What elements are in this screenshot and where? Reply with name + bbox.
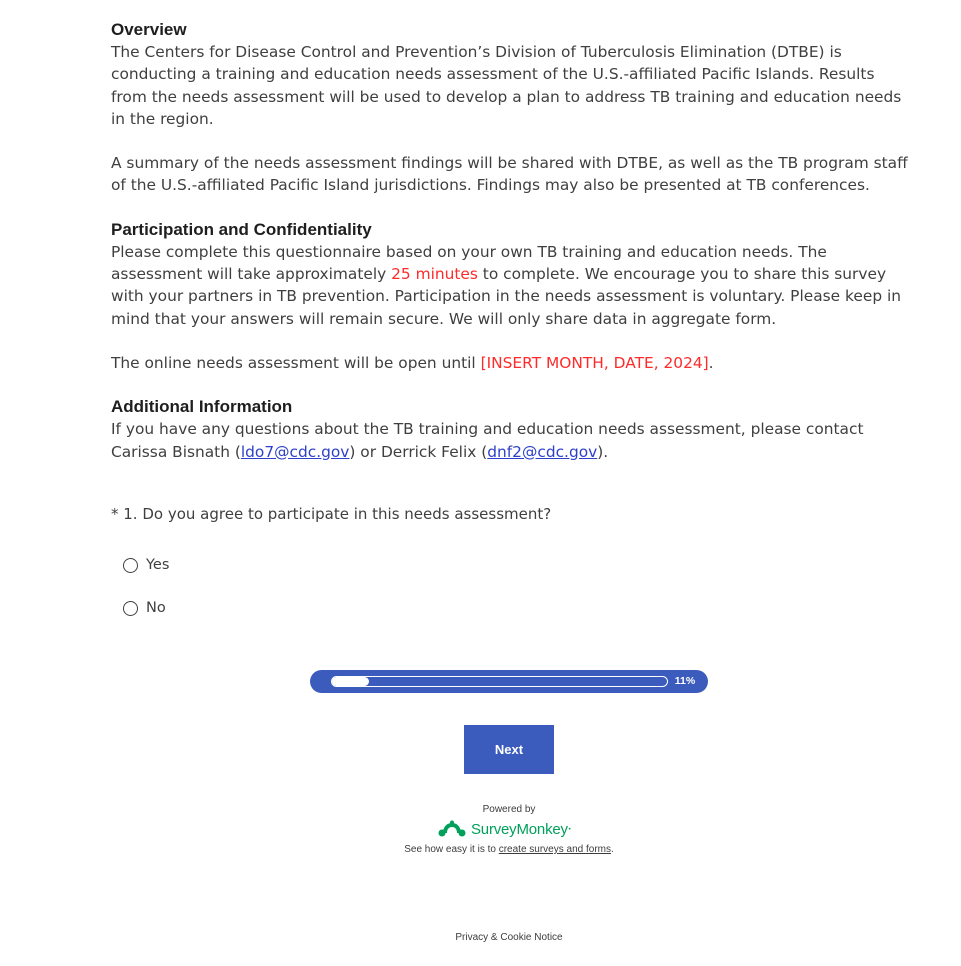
overview-paragraph-2: A summary of the needs assessment findings will be shared with DTBE, as well as the TB program staff of the U.S.-affiliated Pacific Island jurisdictions. Findings may also be presented at TB conferences. (111, 154, 908, 195)
survey-intro (111, 19, 911, 463)
option-no-label[interactable]: No (146, 600, 166, 616)
participation-text-a: Please complete this questionnaire based on your own TB training and education needs. The assessment will take approximately (111, 242, 827, 284)
open-until-end: . (708, 353, 714, 372)
date-placeholder: [INSERT MONTH, DATE, 2024] (480, 353, 709, 372)
radio-yes[interactable] (123, 558, 138, 573)
progress-track (331, 676, 668, 687)
overview-paragraph-1: The Centers for Disease Control and Prevention’s Division of Tuberculosis Elimination (DTBE) is conducting a training and education needs assessment of the U.S.-affiliated Pacific Islands. Results from the needs assessment will be used to develop a plan to address TB training and education needs in the region. (111, 43, 902, 128)
open-until-paragraph (111, 352, 911, 374)
surveymonkey-icon (438, 820, 466, 838)
progress-fill (332, 677, 369, 686)
contact-text-b: ) or Derrick Felix ( (349, 442, 488, 461)
duration-highlight: 25 minutes (391, 265, 478, 284)
additional-info-heading: Additional Information (111, 397, 293, 417)
email-link-ldo7[interactable]: ldo7@cdc.gov (240, 442, 350, 461)
progress-percent: 11% (674, 675, 696, 687)
see-how-prefix: See how easy it is to (404, 844, 499, 855)
participation-text-b: to complete. We encourage you to share this survey with your partners in TB prevention. Participation in the needs assessment is voluntary. Please keep in mind that your answers will remain secure. We will only share data in aggregate form. (111, 265, 902, 328)
option-yes[interactable] (123, 555, 169, 575)
contact-text-a: If you have any questions about the TB training and education needs assessment, please contact Carissa Bisnath ( (111, 420, 864, 461)
question-1-label: * 1. Do you agree to participate in this needs assessment? (111, 505, 552, 523)
contact-paragraph (111, 418, 911, 463)
next-button[interactable]: Next (464, 725, 554, 774)
create-surveys-link[interactable]: create surveys and forms (498, 844, 611, 855)
surveymonkey-logo[interactable] (438, 817, 571, 841)
surveymonkey-wordmark: SurveyMonkey (471, 820, 568, 838)
progress-bar (310, 670, 708, 693)
privacy-cookie-notice-link[interactable]: Privacy & Cookie Notice (455, 932, 563, 943)
email-link-dnf2[interactable]: dnf2@cdc.gov (487, 442, 598, 461)
participation-heading: Participation and Confidentiality (111, 219, 372, 239)
overview-heading: Overview (111, 20, 187, 39)
trademark-symbol: • (567, 825, 572, 833)
open-until-text: The online needs assessment will be open until (111, 353, 481, 372)
option-no[interactable] (123, 598, 166, 618)
contact-text-c: ). (597, 442, 609, 461)
option-yes-label[interactable]: Yes (146, 557, 170, 573)
participation-paragraph-1 (111, 241, 911, 330)
powered-by-text: Powered by (482, 804, 536, 815)
see-how-text (0, 844, 961, 855)
see-how-suffix: . (610, 844, 614, 855)
radio-no[interactable] (123, 601, 138, 616)
